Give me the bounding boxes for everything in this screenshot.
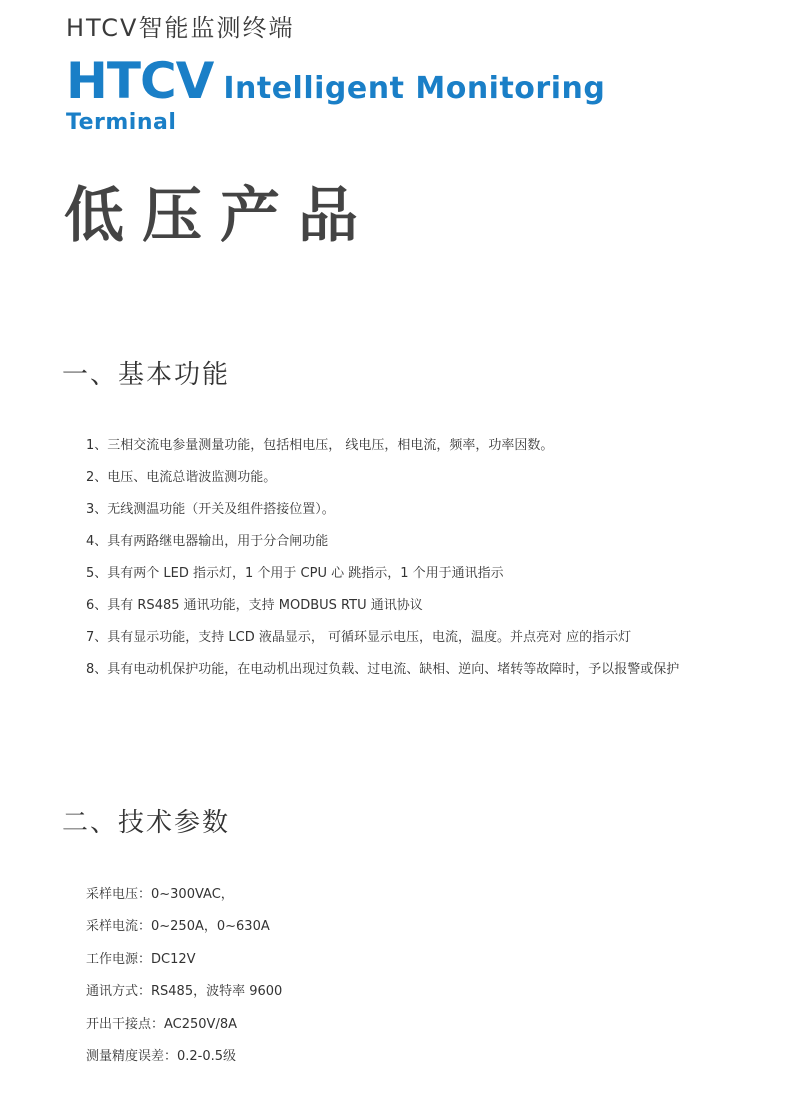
list-item: 7、具有显示功能，支持 LCD 液晶显示， 可循环显示电压，电流，温度。并点亮对 应的指示灯 [86,630,632,645]
list-item: 开出干接点：AC250V/8A [86,1016,237,1032]
product-category-title: 低压产品 [64,181,376,251]
section-heading-parameters: 二、技术参数 [62,808,231,838]
english-product-title [66,52,626,135]
chinese-product-title: HTCV智能监测终端 [66,14,295,42]
list-item: 工作电源：DC12V [86,951,196,967]
list-item: 2、电压、电流总谐波监测功能。 [86,470,277,485]
list-item: 5、具有两个 LED 指示灯，1 个用于 CPU 心 跳指示，1 个用于通讯指示 [86,566,504,581]
function-list [86,436,679,692]
list-item: 1、三相交流电参量测量功能，包括相电压， 线电压，相电流，频率，功率因数。 [86,438,554,453]
list-item: 6、具有 RS485 通讯功能，支持 MODBUS RTU 通讯协议 [86,598,423,613]
list-item: 测量精度误差：0.2-0.5级 [86,1048,237,1064]
list-item: 3、无线测温功能（开关及组件搭接位置）。 [86,502,335,517]
english-title-rest: Intelligent Monitoring [223,71,606,106]
list-item: 4、具有两路继电器输出，用于分合闸功能 [86,534,329,549]
list-item: 8、具有电动机保护功能，在电动机出现过负载、过电流、缺相、逆向、堵转等故障时，予以报警或保护 [86,662,680,677]
parameter-list [86,885,282,1079]
brand-name: HTCV [66,52,214,110]
section-heading-functions: 一、基本功能 [62,360,231,390]
list-item: 通讯方式：RS485，波特率 9600 [86,984,283,1000]
english-title-line2: Terminal [66,110,177,135]
list-item: 采样电压：0~300VAC， [86,887,234,902]
list-item: 采样电流：0~250A，0~630A [86,919,270,935]
